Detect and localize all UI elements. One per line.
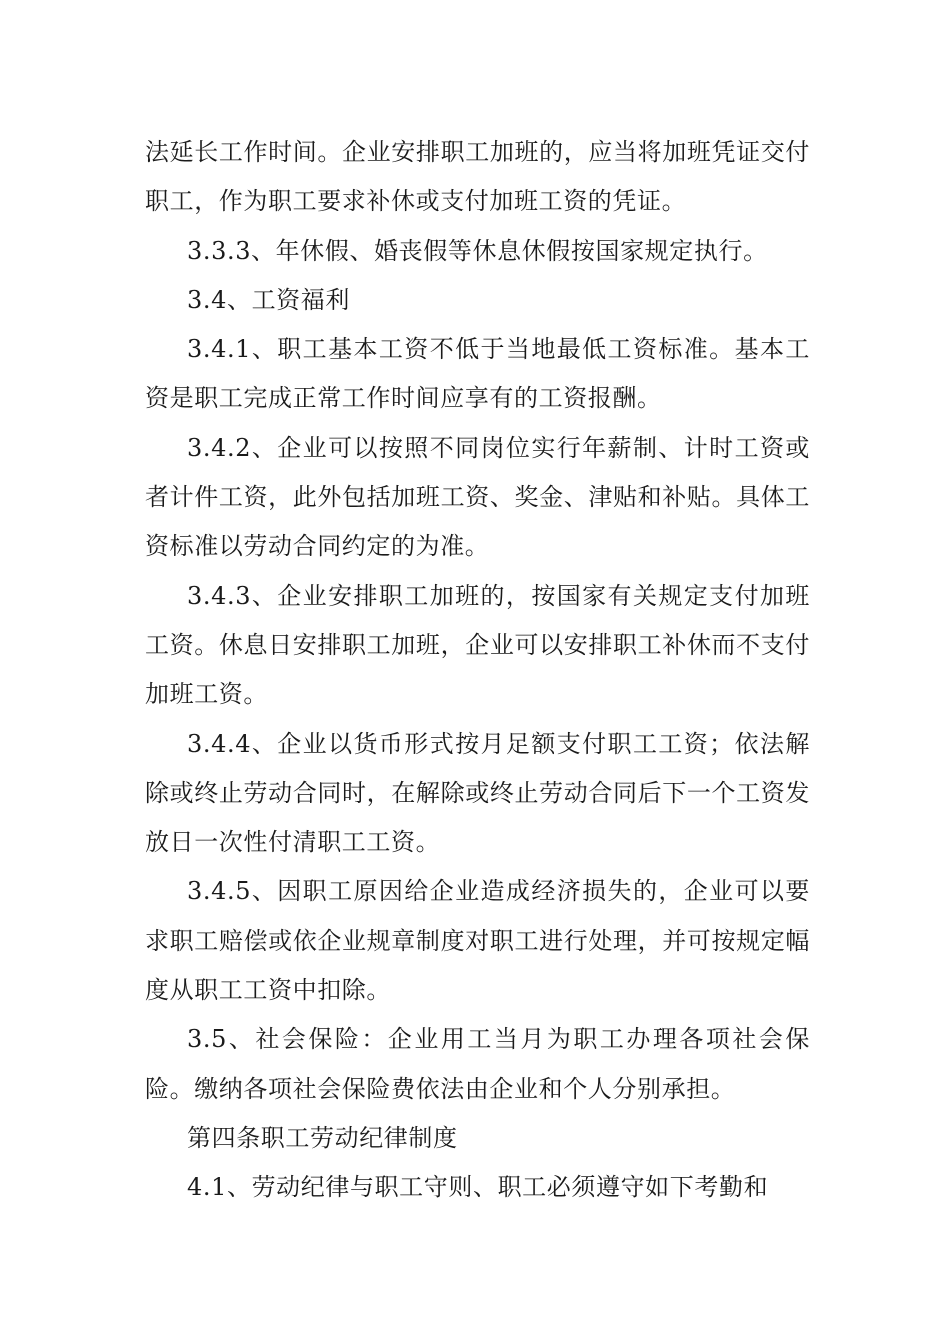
- paragraph-3-4-5: 3.4.5、因职工原因给企业造成经济损失的，企业可以要求职工赔偿或依企业规章制度对职工进行处理，并可按规定幅度从职工工资中扣除。: [145, 877, 810, 1005]
- heading-article-4: 第四条职工劳动纪律制度: [187, 1123, 458, 1152]
- paragraph-3-5: 3.5、社会保险：企业用工当月为职工办理各项社会保险。缴纳各项社会保险费依法由企业和个人分别承担。: [145, 1025, 810, 1103]
- paragraph-3-4-2: 3.4.2、企业可以按照不同岗位实行年薪制、计时工资或者计件工资，此外包括加班工资、奖金、津贴和补贴。具体工资标准以劳动合同约定的为准。: [145, 433, 810, 561]
- document-body: [145, 128, 810, 1213]
- paragraph-3-4-3: 3.4.3、企业安排职工加班的，按国家有关规定支付加班工资。休息日安排职工加班，企业可以安排职工补休而不支付加班工资。: [145, 581, 810, 709]
- heading-3-4: 3.4、工资福利: [187, 285, 350, 314]
- paragraph-3-4-4: 3.4.4、企业以货币形式按月足额支付职工工资；依法解除或终止劳动合同时，在解除或终止劳动合同后下一个工资发放日一次性付清职工工资。: [145, 729, 810, 857]
- paragraph-3-3-3: 3.3.3、年休假、婚丧假等休息休假按国家规定执行。: [187, 236, 768, 265]
- paragraph-4-1: 4.1、劳动纪律与职工守则、职工必须遵守如下考勤和: [187, 1173, 769, 1202]
- paragraph-overtime-cont: 法延长工作时间。企业安排职工加班的，应当将加班凭证交付职工，作为职工要求补休或支付加班工资的凭证。: [145, 138, 810, 216]
- paragraph-3-4-1: 3.4.1、职工基本工资不低于当地最低工资标准。基本工资是职工完成正常工作时间应享有的工资报酬。: [145, 335, 810, 413]
